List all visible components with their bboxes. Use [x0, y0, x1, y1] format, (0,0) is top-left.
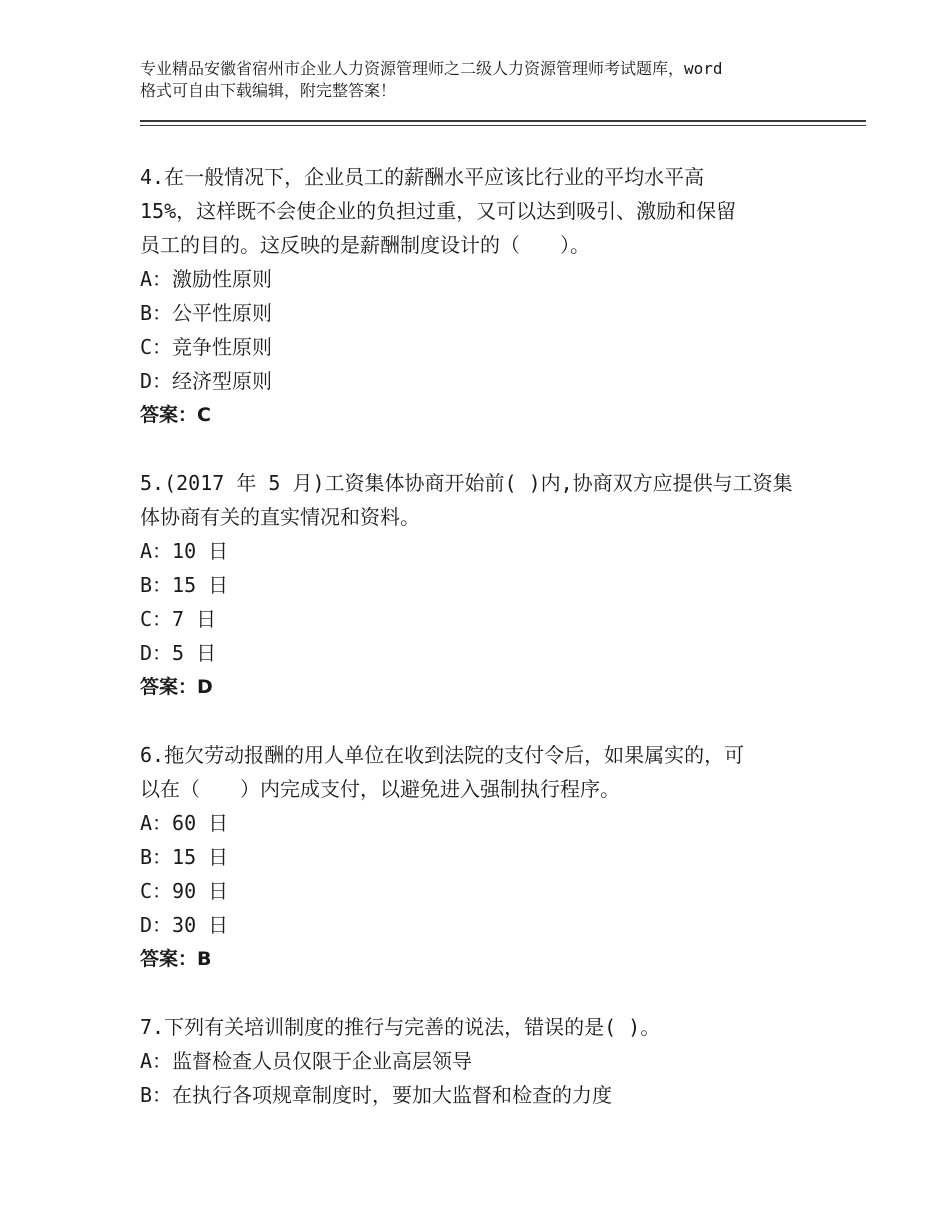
option-b: B：15 日 [140, 845, 229, 869]
question-5 [140, 466, 820, 704]
question-text-line: 15%，这样既不会使企业的负担过重，又可以达到吸引、激励和保留 [140, 199, 737, 223]
question-text-line: 4.在一般情况下，企业员工的薪酬水平应该比行业的平均水平高 [140, 165, 705, 189]
answer-label: 答案：C [140, 404, 211, 426]
question-text-line: 员工的目的。这反映的是薪酬制度设计的（ ）。 [140, 233, 590, 257]
option-b: B：公平性原则 [140, 301, 273, 325]
answer-label: 答案：B [140, 948, 212, 970]
option-c: C：7 日 [140, 607, 217, 631]
question-text-line: 体协商有关的直实情况和资料。 [140, 505, 420, 529]
question-text-line: 7.下列有关培训制度的推行与完善的说法，错误的是( )。 [140, 1015, 661, 1039]
option-a: A：激励性原则 [140, 267, 273, 291]
answer-label: 答案：D [140, 676, 213, 698]
option-a: A：10 日 [140, 539, 229, 563]
question-text-line: 以在（ ）内完成支付，以避免进入强制执行程序。 [140, 777, 620, 801]
option-a: A：60 日 [140, 811, 229, 835]
header-divider-thick [140, 120, 866, 122]
header-divider-thin [140, 125, 866, 126]
option-b: B：在执行各项规章制度时，要加大监督和检查的力度 [140, 1083, 613, 1107]
option-d: D：5 日 [140, 641, 217, 665]
option-c: C：竞争性原则 [140, 335, 273, 359]
question-7 [140, 1010, 820, 1112]
header-title-line-2: 格式可自由下载编辑，附完整答案！ [140, 81, 397, 100]
option-b: B：15 日 [140, 573, 229, 597]
question-4 [140, 160, 820, 432]
question-text-line: 6.拖欠劳动报酬的用人单位在收到法院的支付令后，如果属实的，可 [140, 743, 745, 767]
option-d: D：30 日 [140, 913, 229, 937]
question-list [140, 160, 820, 1146]
option-a: A：监督检查人员仅限于企业高层领导 [140, 1049, 473, 1073]
option-d: D：经济型原则 [140, 369, 273, 393]
question-text-line: 5.(2017 年 5 月)工资集体协商开始前( )内,协商双方应提供与工资集 [140, 471, 793, 495]
header-title-line-1: 专业精品安徽省宿州市企业人力资源管理师之二级人力资源管理师考试题库，word [140, 59, 723, 78]
page-header [140, 58, 840, 102]
option-c: C：90 日 [140, 879, 229, 903]
question-6 [140, 738, 820, 976]
